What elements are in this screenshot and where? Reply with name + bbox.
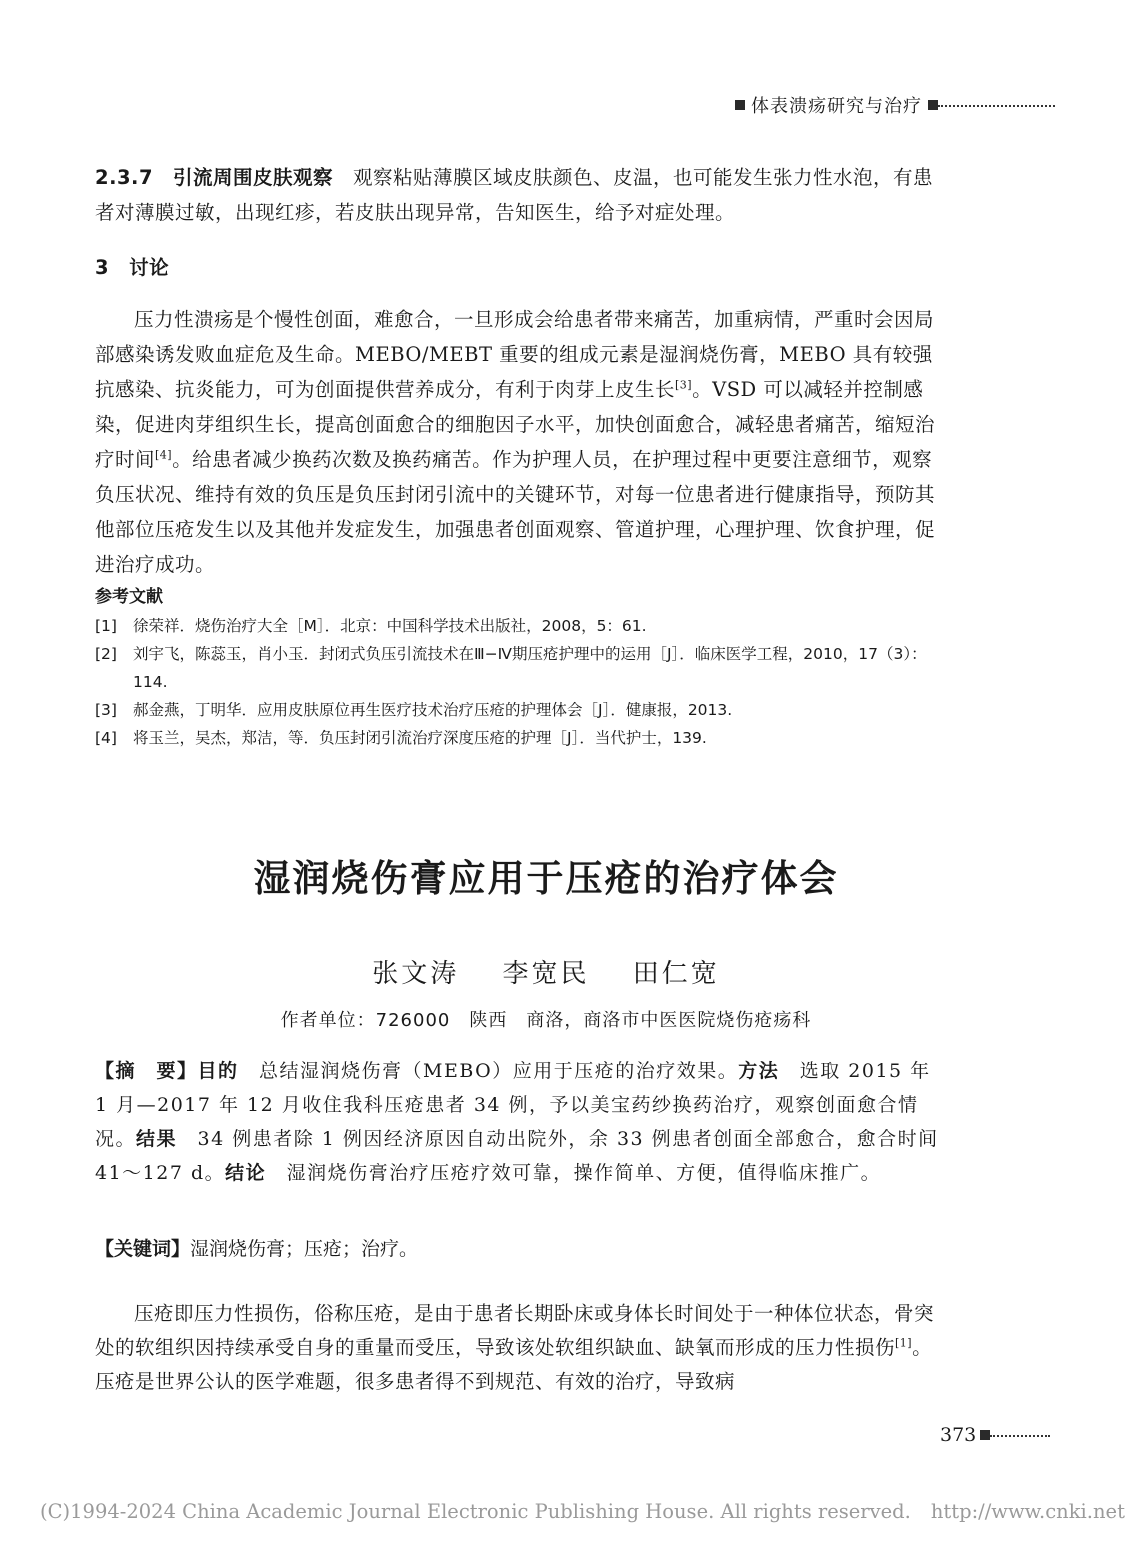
square-bullet-icon (980, 1430, 990, 1440)
keywords-text: 湿润烧伤膏；压疮；治疗。 (190, 1238, 419, 1260)
abstract-conclusion: 湿润烧伤膏治疗压疮疗效可靠，操作简单、方便，值得临床推广。 (266, 1162, 882, 1184)
reference-item (95, 696, 955, 724)
author-name: 田仁宽 (632, 959, 720, 989)
dotted-rule (990, 1435, 1050, 1437)
square-bullet-icon (735, 100, 745, 110)
abstract (95, 1054, 947, 1190)
section-text: 观察粘贴薄膜区域皮肤颜色、皮温，也可能发生张力性水泡，有患者对薄膜过敏，出现红疹，若皮肤出现异常，告知医生，给予对症处理。 (95, 166, 934, 224)
keywords-label: 【关键词】 (95, 1238, 191, 1260)
text-run: 压力性溃疡是个慢性创面，难愈合，一旦形成会给患者带来痛苦，加重病情，严重时会因局部感染诱发败血症危及生命。MEBO/MEBT 重要的组成元素是湿润烧伤膏，MEBO 具有较强抗感染、抗炎能力，可为创面提供营养成分，有利于肉芽上皮生长 (95, 308, 935, 401)
reference-item (95, 724, 955, 752)
abstract-method: 选取 2015 年 1 月—2017 年 12 月收住我科压疮患者 34 例，予以美宝药纱换药治疗，观察创面愈合情况。 (95, 1060, 931, 1150)
reference-item (95, 640, 955, 696)
section-heading: 2.3.7 引流周围皮肤观察 (95, 166, 334, 189)
reference-text: 刘宇飞，陈蕊玉，肖小玉．封闭式负压引流技术在Ⅲ−Ⅳ期压疮护理中的运用［J］．临床医学工程，2010，17（3）：114. (133, 645, 927, 691)
reference-number: [4] (95, 729, 117, 747)
copyright-url: http://www.cnki.net (930, 1500, 1125, 1523)
citation: [3] (675, 378, 693, 392)
header-title: 体表溃疡研究与治疗 (751, 96, 922, 117)
reference-number: [1] (95, 617, 117, 635)
reference-number: [2] (95, 645, 117, 663)
reference-text: 郝金燕，丁明华．应用皮肤原位再生医疗技术治疗压疮的护理体会［J］．健康报，2013. (133, 701, 733, 719)
abstract-result: 34 例患者除 1 例因经济原因自动出院外，余 33 例患者创面全部愈合，愈合时间 41～127 d。 (95, 1128, 939, 1184)
reference-item (95, 612, 955, 640)
page-number: 373 (940, 1424, 977, 1446)
author-list (0, 953, 1092, 990)
citation: [1] (895, 1336, 913, 1350)
author-name: 张文涛 (372, 959, 460, 989)
text-run: 。给患者减少换药次数及换药痛苦。作为护理人员，在护理过程中更要注意细节，观察负压状况、维持有效的负压是负压封闭引流中的关键环节，对每一位患者进行健康指导，预防其他部位压疮发生以及其他并发症发生，加强患者创面观察、管道护理，心理护理、饮食护理，促进治疗成功。 (95, 448, 936, 576)
reference-list (95, 612, 955, 752)
reference-text: 将玉兰，吴杰，郑洁，等．负压封闭引流治疗深度压疮的护理［J］．当代护士，139. (133, 729, 707, 747)
discussion-paragraph (95, 302, 947, 582)
section-3-heading: 3 讨论 (95, 256, 170, 279)
citation: [4] (155, 448, 173, 462)
reference-number: [3] (95, 701, 117, 719)
text-run: 。VSD 可以减轻并控制感染，促进肉芽组织生长，提高创面愈合的细胞因子水平，加快创面愈合，减轻患者痛苦，缩短治疗时间 (95, 378, 936, 471)
section-2-3-7 (95, 160, 947, 230)
text-run: 压疮即压力性损伤，俗称压疮，是由于患者长期卧床或身体长时间处于一种体位状态，骨突处的软组织因持续承受自身的重量而受压，导致该处软组织缺血、缺氧而形成的压力性损伤 (95, 1302, 935, 1359)
page-footer (940, 1422, 1050, 1448)
dotted-rule (938, 105, 1055, 107)
author-name: 李宽民 (502, 959, 590, 989)
author-affiliation: 作者单位：726000 陕西 商洛，商洛市中医医院烧伤疮疡科 (280, 1010, 812, 1031)
copyright-notice (40, 1500, 1125, 1523)
copyright-text: (C)1994-2024 China Academic Journal Electronic Publishing House. All rights reserved. (40, 1500, 911, 1523)
running-header (735, 92, 1055, 118)
reference-text: 徐荣祥．烧伤治疗大全［M］．北京：中国科学技术出版社，2008，5：61. (133, 617, 647, 635)
conclusion-label: 结论 (225, 1162, 267, 1184)
square-bullet-icon (928, 100, 938, 110)
method-label: 方法 (738, 1060, 780, 1082)
result-label: 结果 (136, 1128, 178, 1150)
keywords (95, 1232, 947, 1266)
text-run: 。压疮是世界公认的医学难题，很多患者得不到规范、有效的治疗，导致病 (95, 1336, 933, 1393)
abstract-label: 【摘 要】目的 (95, 1060, 239, 1082)
body-paragraph (95, 1297, 947, 1399)
article-title: 湿润烧伤膏应用于压疮的治疗体会 (253, 857, 839, 900)
references-title: 参考文献 (95, 587, 163, 607)
abstract-purpose: 总结湿润烧伤膏（MEBO）应用于压疮的治疗效果。 (238, 1060, 739, 1082)
